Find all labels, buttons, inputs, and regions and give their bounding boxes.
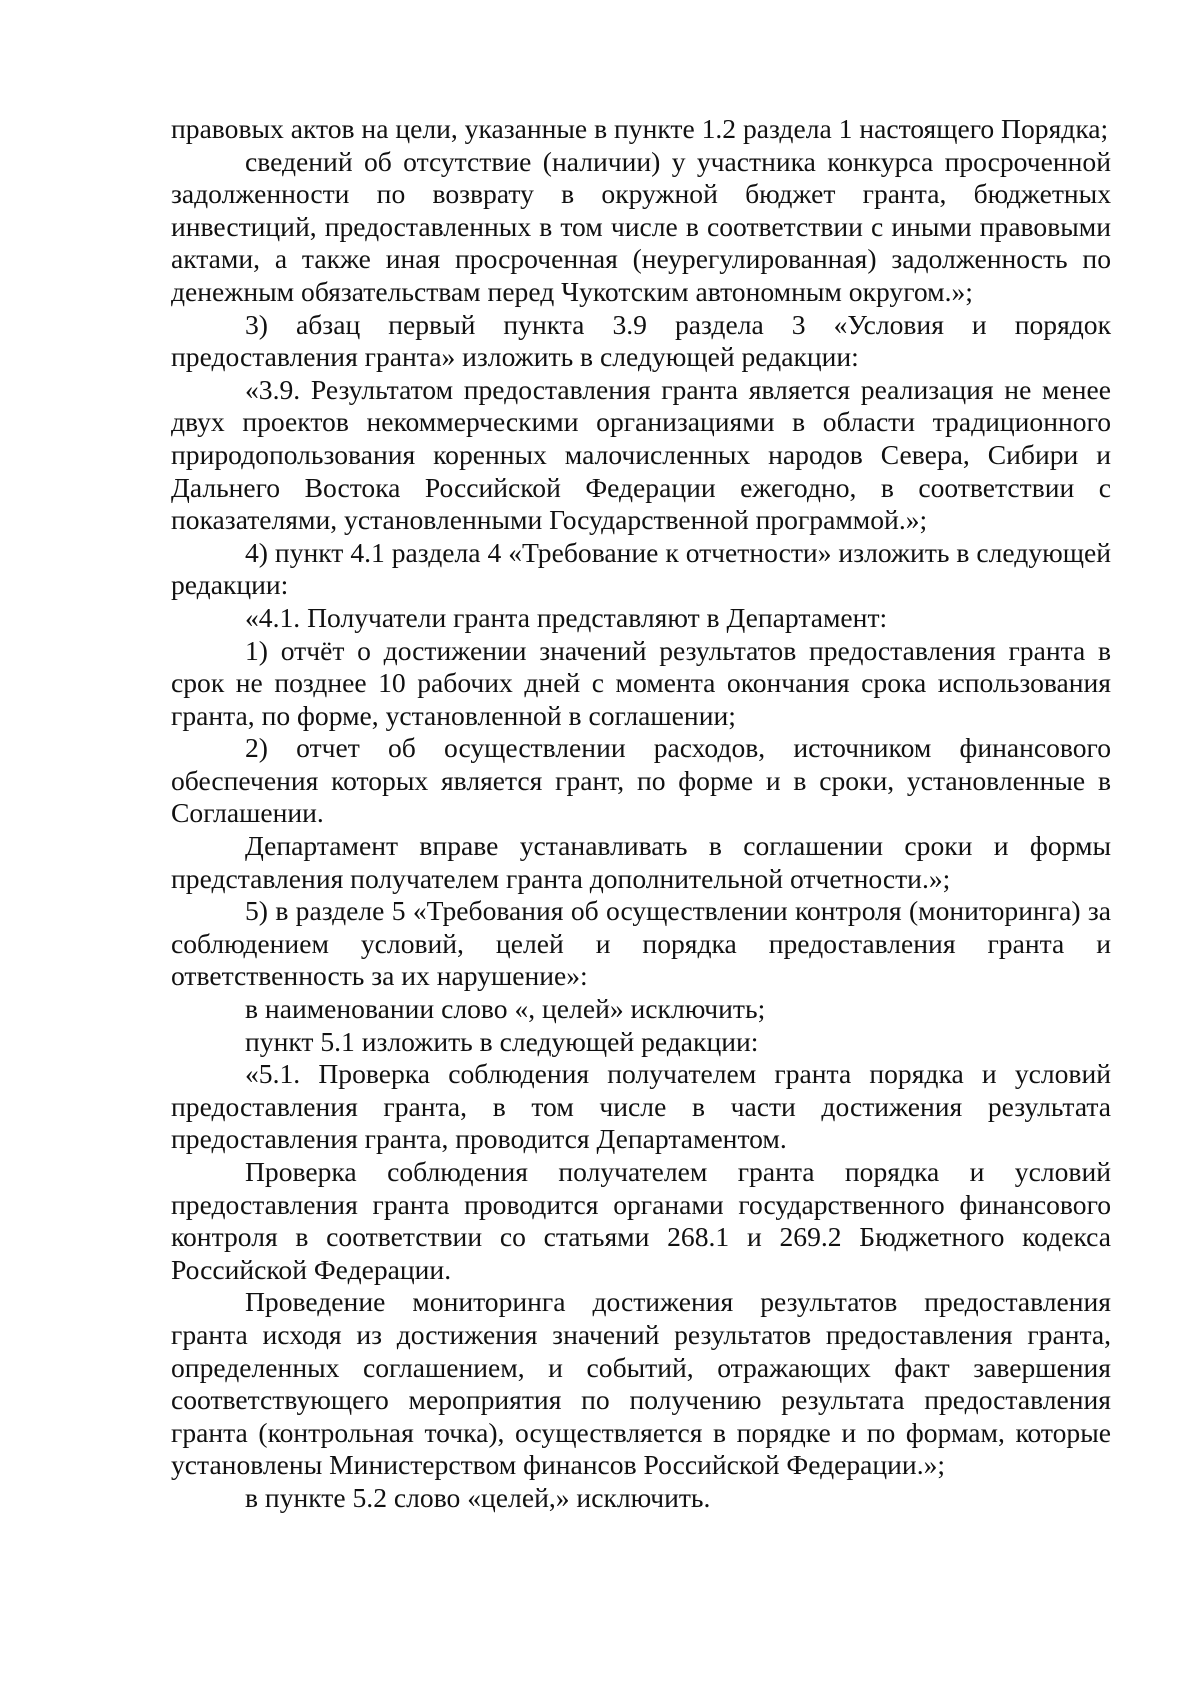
- paragraph-clause-4-1: «4.1. Получатели гранта представляют в Департамент:: [245, 601, 888, 633]
- paragraph-clause-3-9: «3.9. Результатом предоставления гранта является реализация не менее двух проектов некоммерческими организациями в области традиционного природопользования коренных малочисленных народов Севера, Сибири и Дальнего Востока Российской Федерации ежегодно, в соответствии с показателями, установленными Государственной программой.»;: [171, 373, 1111, 536]
- paragraph-report-1: 1) отчёт о достижении значений результатов предоставления гранта в срок не позднее 10 рабочих дней с момента окончания срока использования гранта, по форме, установленной в соглашении;: [171, 634, 1111, 731]
- paragraph-debt-info: сведений об отсутствие (наличии) у участника конкурса просроченной задолженности по возврату в окружной бюджет гранта, бюджетных инвестиций, предоставленных в том числе в соответствии с иными правовыми актами, а также иная просроченная (неурегулированная) задолженность по денежным обязательствам перед Чукотским автономным округом.»;: [171, 145, 1111, 307]
- paragraph-clause-5-1: «5.1. Проверка соблюдения получателем гранта порядка и условий предоставления гранта, в том числе в части достижения результата предоставления гранта, проводится Департаментом.: [171, 1058, 1111, 1155]
- paragraph-item-3: 3) абзац первый пункта 3.9 раздела 3 «Условия и порядок предоставления гранта» изложить в следующей редакции:: [171, 308, 1111, 373]
- paragraph-clause-5-1-intro: пункт 5.1 изложить в следующей редакции:: [245, 1025, 759, 1057]
- document-body: [171, 113, 1111, 1515]
- paragraph-item-4: 4) пункт 4.1 раздела 4 «Требование к отчетности» изложить в следующей редакции:: [171, 536, 1111, 601]
- paragraph-financial-control: Проверка соблюдения получателем гранта порядка и условий предоставления гранта проводится органами государственного финансового контроля в соответствии со статьями 268.1 и 269.2 Бюджетного кодекса Российской Федерации.: [171, 1156, 1111, 1285]
- paragraph-item-5: 5) в разделе 5 «Требования об осуществлении контроля (мониторинга) за соблюдением условий, целей и порядка предоставления гранта и ответственность за их нарушение»:: [171, 895, 1111, 992]
- paragraph-report-2: 2) отчет об осуществлении расходов, источником финансового обеспечения которых является грант, по форме и в сроки, установленные в Соглашении.: [171, 732, 1111, 829]
- paragraph-continuation: правовых актов на цели, указанные в пункте 1.2 раздела 1 настоящего Порядка;: [171, 113, 1109, 144]
- paragraph-additional-reporting: Департамент вправе устанавливать в соглашении сроки и формы представления получателем гранта дополнительной отчетности.»;: [171, 830, 1111, 894]
- paragraph-monitoring: Проведение мониторинга достижения результатов предоставления гранта исходя из достижения значений результатов предоставления гранта, определенных соглашением, и событий, отражающих факт завершения соответствующего мероприятия по получению результата предоставления гранта (контрольная точка), осуществляется в порядке и по формам, которые установлены Министерством финансов Российской Федерации.»;: [171, 1286, 1111, 1481]
- paragraph-title-change: в наименовании слово «, целей» исключить;: [245, 993, 766, 1025]
- paragraph-clause-5-2: в пункте 5.2 слово «целей,» исключить.: [245, 1481, 711, 1513]
